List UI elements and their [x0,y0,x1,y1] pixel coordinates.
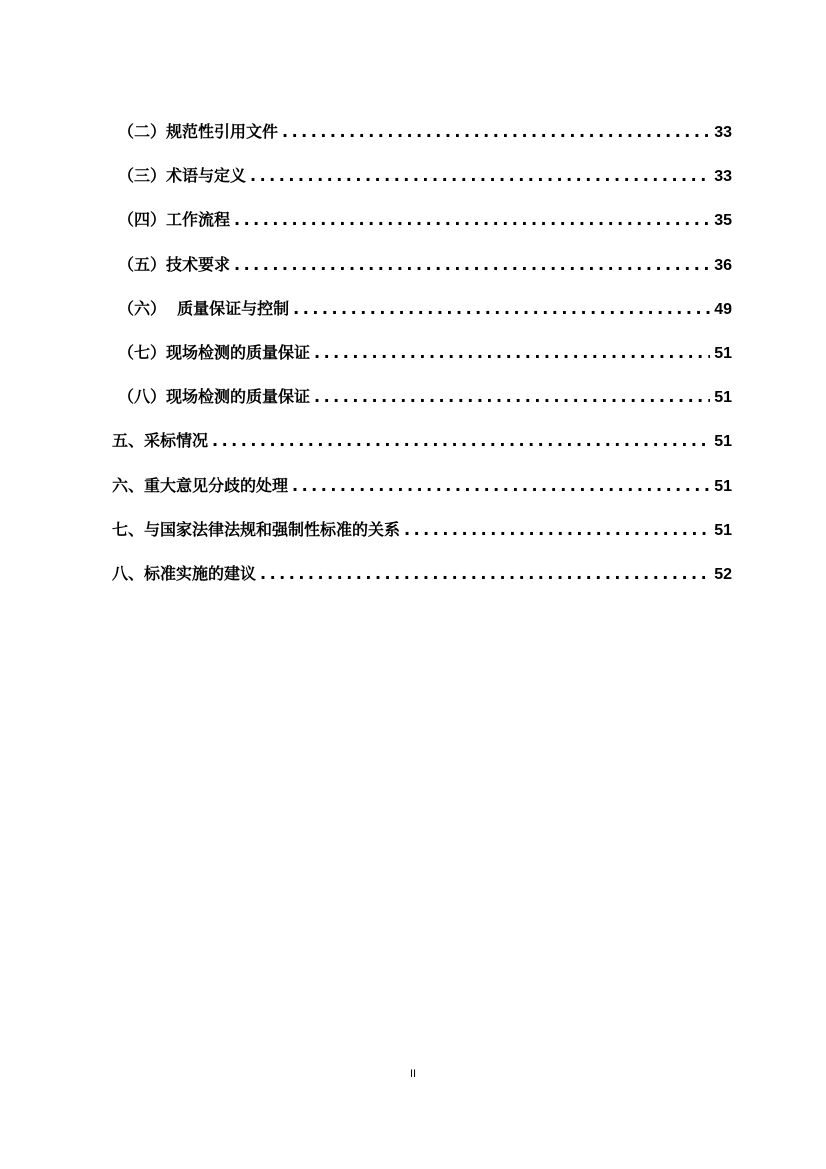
toc-entry-title: （六） 质量保证与控制 [118,298,290,318]
dot-leader [234,210,710,230]
toc-entry-title: （二）规范性引用文件 [118,122,279,141]
toc-entry-title: （四）工作流程 [118,210,231,230]
toc-entry-major-disagreements[interactable] [112,476,732,520]
dot-leader [260,564,710,584]
toc-entry-field-testing-qa-8[interactable] [112,387,732,431]
toc-entry-quality-assurance-control[interactable] [112,299,732,343]
toc-entry-page-number: 33 [714,124,732,141]
dot-leader [292,476,710,496]
dot-leader [314,387,710,407]
toc-entry-workflow[interactable] [112,210,732,254]
dot-leader [314,343,710,363]
dot-leader [234,255,710,275]
toc-entry-title: （五）技术要求 [118,254,231,274]
dot-leader [293,299,710,319]
toc-entry-page-number: 49 [714,300,732,318]
toc-entry-implementation-suggestions[interactable] [112,564,732,608]
toc-entry-page-number: 33 [714,168,732,186]
toc-entry-page-number: 51 [714,521,732,539]
toc-entry-normative-references[interactable] [112,122,732,166]
dot-leader [282,122,710,142]
toc-entry-page-number: 51 [714,433,732,451]
toc-entry-title: 五、采标情况 [112,431,209,451]
toc-entry-page-number: 51 [714,477,732,495]
footer-page-number: II [409,1068,417,1080]
toc-entry-terms-definitions[interactable] [112,166,732,210]
toc-entry-title: 七、与国家法律法规和强制性标准的关系 [112,519,401,539]
toc-entry-field-testing-qa-7[interactable] [112,343,732,387]
dot-leader [404,520,710,540]
toc-entry-standard-adoption[interactable] [112,431,732,475]
dot-leader [212,431,710,451]
dot-leader [250,166,710,186]
toc-entry-laws-regulations-relation[interactable] [112,520,732,564]
toc-entry-title: （三）术语与定义 [118,166,247,186]
toc-entry-technical-requirements[interactable] [112,255,732,299]
toc-entry-title: （八）现场检测的质量保证 [118,387,311,407]
toc-entry-title: （七）现场检测的质量保证 [118,342,311,362]
toc-entry-page-number: 36 [714,256,732,274]
toc-entry-page-number: 51 [714,344,732,362]
page-footer [0,1068,826,1080]
toc-entry-page-number: 51 [714,389,732,407]
table-of-contents [112,122,732,608]
toc-entry-page-number: 52 [714,565,732,583]
toc-entry-page-number: 35 [714,212,732,230]
toc-entry-title: 八、标准实施的建议 [112,563,257,583]
toc-entry-title: 六、重大意见分歧的处理 [112,475,289,495]
